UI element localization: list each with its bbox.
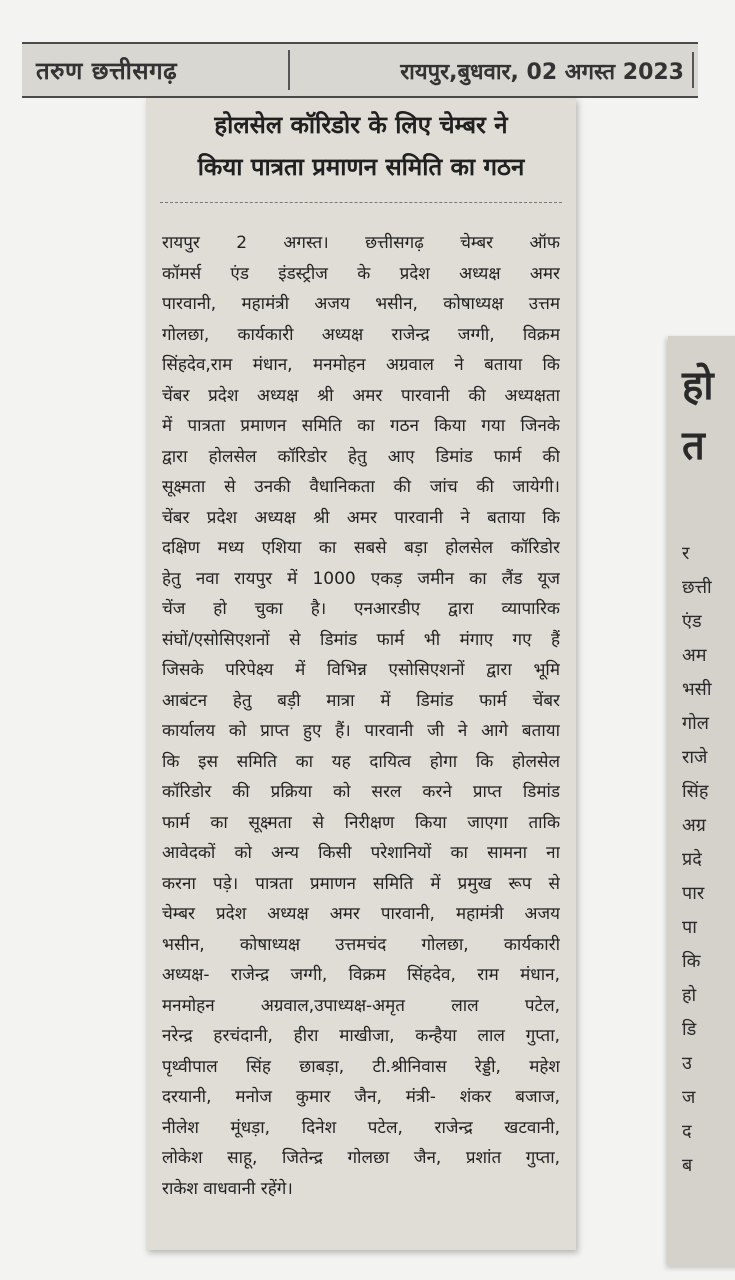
article-body-line: सूक्ष्मता से उनकी वैधानिकता की जांच की जायेगी।	[162, 477, 560, 497]
article-body-line: दक्षिण मध्य एशिया का सबसे बड़ा होलसेल कॉरिडोर	[162, 538, 560, 558]
article-body-line: आबंटन हेतु बड़ी मात्रा में डिमांड फार्म चेंबर	[162, 690, 560, 711]
adjacent-headline-fragment: हो	[682, 363, 714, 409]
article-body-line: नरेन्द्र हरचंदानी, हीरा माखीजा, कन्हैया लाल गुप्ता,	[162, 1026, 560, 1046]
article-body-line: राकेश वाधवानी रहेंगे।	[162, 1178, 293, 1199]
adjacent-text-fragment: डि	[682, 1019, 697, 1040]
article-body-line: कि इस समिति का यह दायित्व होगा कि होलसेल	[162, 751, 560, 772]
adjacent-text-fragment: छत्ती	[682, 577, 712, 598]
article-headline	[146, 104, 576, 188]
adjacent-text-fragment: राजे	[682, 747, 708, 768]
article-body-line: कॉमर्स एंड इंडस्ट्रीज के प्रदेश अध्यक्ष अमर	[162, 263, 560, 284]
article-body-line: रायपुर 2 अगस्त। छत्तीसगढ़ चेम्बर ऑफ	[162, 233, 560, 253]
article-body-line: गोलछा, कार्यकारी अध्यक्ष राजेन्द्र जग्गी, विक्रम	[162, 324, 560, 345]
adjacent-text-fragment: एंड	[682, 611, 702, 632]
article-body-line: कार्यालय को प्राप्त हुए हैं। पारवानी जी ने आगे बताया	[162, 721, 560, 741]
article-body-line: अध्यक्ष- राजेन्द्र जग्गी, विक्रम सिंहदेव, राम मंधान,	[162, 965, 560, 985]
article-body-line: पृथ्वीपाल सिंह छाबड़ा, टी.श्रीनिवास रेड्डी, महेश	[162, 1056, 560, 1077]
headline-line: होलसेल कॉरिडोर के लिए चेम्बर ने	[214, 111, 508, 139]
article-body-line: पारवानी, महामंत्री अजय भसीन, कोषाध्यक्ष उत्तम	[162, 294, 560, 314]
article-body-line: चेंबर प्रदेश अध्यक्ष श्री अमर पारवानी की अध्यक्षता	[162, 385, 560, 406]
dateline: रायपुर,बुधवार, 02 अगस्त 2023	[400, 60, 684, 85]
article-body-line: सिंहदेव,राम मंधान, मनमोहन अग्रवाल ने बताया कि	[162, 355, 560, 375]
article-body-line: चेम्बर प्रदेश अध्यक्ष अमर पारवानी, महामंत्री अजय	[162, 904, 560, 924]
adjacent-text-fragment: पार	[682, 883, 705, 904]
adjacent-text-fragment: अम	[682, 645, 707, 666]
article-body-line: जिसके परिपेक्ष्य में विभिन्न एसोसिएशनों द्वारा भूमि	[162, 660, 560, 680]
adjacent-headline-fragment: त	[682, 423, 705, 469]
article-body-line: नीलेश मूंधड़ा, दिनेश पटेल, राजेन्द्र खटवानी,	[162, 1117, 560, 1138]
adjacent-text-fragment: उ	[682, 1053, 692, 1074]
newspaper-masthead	[22, 42, 698, 98]
masthead-divider	[288, 50, 290, 90]
article-body-line: भसीन, कोषाध्यक्ष उत्तमचंद गोलछा, कार्यकारी	[162, 934, 560, 955]
news-clipping	[146, 98, 576, 1250]
headline-rule	[160, 202, 562, 203]
adjacent-text-fragment: अग्र	[682, 815, 706, 836]
article-body-line: दरयानी, मनोज कुमार जैन, मंत्री- शंकर बजाज,	[162, 1087, 560, 1107]
newspaper-name: तरुण छत्तीसगढ़	[36, 57, 178, 85]
article-body-line: कॉरिडोर की प्रक्रिया को सरल करने प्राप्त डिमांड	[162, 782, 560, 802]
article-body-line: मनमोहन अग्रवाल,उपाध्यक्ष-अमृत लाल पटेल,	[162, 995, 560, 1016]
article-body-line: चेंबर प्रदेश अध्यक्ष श्री अमर पारवानी ने बताया कि	[162, 507, 560, 528]
article-body-line: संघों/एसोसिएशनों से डिमांड फार्म भी मंगाए गए हैं	[162, 629, 560, 650]
adjacent-text-fragment: पा	[682, 917, 697, 938]
article-body-line: द्वारा होलसेल कॉरिडोर हेतु आए डिमांड फार्म की	[162, 446, 560, 467]
adjacent-page-fragment	[668, 336, 735, 1266]
headline-line: किया पात्रता प्रमाणन समिति का गठन	[197, 153, 525, 181]
adjacent-text-fragment: ज	[682, 1087, 696, 1108]
article-body-line: फार्म का सूक्ष्मता से निरीक्षण किया जाएगा ताकि	[162, 812, 560, 833]
adjacent-text-fragment: गोल	[682, 713, 709, 734]
adjacent-text-fragment: द	[682, 1121, 692, 1142]
article-body-line: लोकेश साहू, जितेन्द्र गोलछा जैन, प्रशांत गुप्ता,	[162, 1148, 560, 1168]
adjacent-text-fragment: प्रदे	[682, 849, 702, 870]
adjacent-text-fragment: सिंह	[682, 781, 709, 802]
article-body-line: हेतु नवा रायपुर में 1000 एकड़ जमीन का लैंड यूज	[162, 568, 560, 589]
article-body-line: चेंज हो चुका है। एनआरडीए द्वारा व्यापारिक	[162, 599, 560, 619]
adjacent-text-fragment: कि	[682, 951, 701, 972]
adjacent-text-fragment: हो	[682, 985, 697, 1006]
article-body-line: करना पड़े। पात्रता प्रमाणन समिति में प्रमुख रूप से	[162, 873, 560, 894]
article-body	[162, 228, 560, 1204]
article-body-line: आवेदकों को अन्य किसी परेशानियों का सामना ना	[162, 843, 560, 863]
article-body-line: में पात्रता प्रमाणन समिति का गठन किया गया जिनके	[162, 416, 560, 436]
adjacent-text-fragment: भसी	[682, 679, 712, 700]
masthead-end-divider	[692, 52, 694, 88]
adjacent-text-fragment: र	[682, 543, 690, 564]
adjacent-text-fragment: ब	[682, 1155, 693, 1176]
